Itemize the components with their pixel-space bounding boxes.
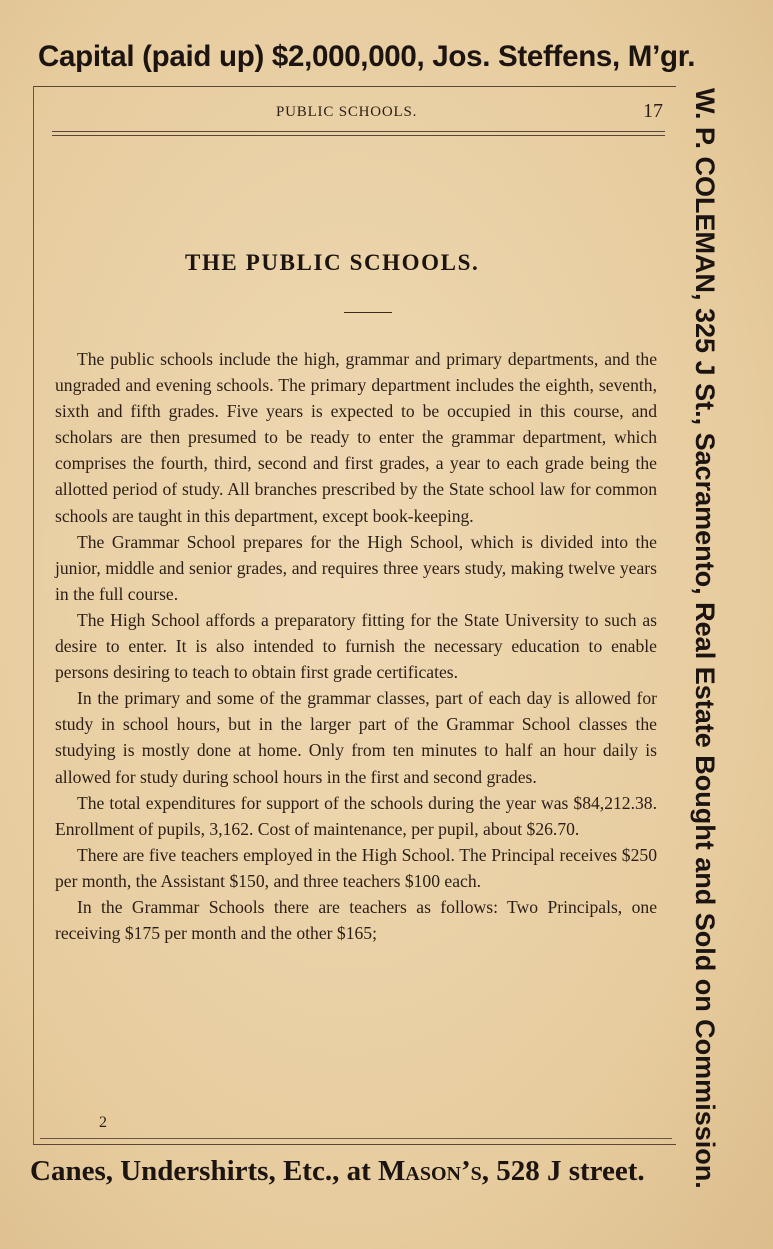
paragraph: In the primary and some of the grammar classes, part of each day is allowed for study in school hours, but in the larger part of the Grammar School classes the studying is mostly done at home. Only from ten minutes to half an hour daily is allowed for study during school hours in the first and second grades. (55, 688, 657, 787)
signature-mark: 2 (99, 1114, 107, 1131)
paragraph: The total expenditures for support of the schools during the year was $84,212.38. Enrollment of pupils, 3,162. Cost of maintenance, per pupil, about $26.70. (55, 792, 657, 839)
title-rule (344, 312, 392, 313)
side-advertisement: W. P. COLEMAN, 325 J St., Sacramento, Real Estate Bought and Sold on Commission. (690, 88, 720, 1189)
page-number: 17 (643, 100, 663, 122)
paragraph: The public schools include the high, grammar and primary departments, and the ungraded and evening schools. The primary department includes the eighth, seventh, sixth and fifth grades. Five years is expected to be occupied in this course, and scholars are then presumed to be ready to enter the grammar department, which comprises the fourth, third, second and first grades, a year to each grade being the allotted period of study. All branches prescribed by the State school law for common schools are taught in this department, except book-keeping. (55, 349, 657, 526)
body-text (55, 346, 657, 946)
bottom-ad-address: , 528 J street. (481, 1155, 645, 1187)
bottom-ad-merchant: Mason’s (378, 1155, 482, 1187)
paragraph: The High School affords a preparatory fitting for the State University to such as desire to enter. It is also intended to furnish the necessary education to enable persons desiring to teach to obtain first grade certificates. (55, 609, 657, 683)
running-head: PUBLIC SCHOOLS. (276, 104, 418, 120)
paragraph: In the Grammar Schools there are teachers as follows: Two Principals, one receiving $175 per month and the other $165; (55, 896, 657, 944)
paragraph: The Grammar School prepares for the High School, which is divided into the junior, middle and senior grades, and requires three years study, making twelve years in the full course. (55, 531, 657, 604)
frame-inner-rule (40, 1138, 672, 1139)
page-title: THE PUBLIC SCHOOLS. (185, 250, 480, 275)
paragraph: There are five teachers employed in the High School. The Principal receives $250 per month, the Assistant $150, and three teachers $100 each. (55, 844, 657, 891)
bottom-advertisement (30, 1155, 680, 1188)
bottom-ad-lead: Canes, Undershirts, Etc., at (30, 1155, 378, 1187)
top-advertisement: Capital (paid up) $2,000,000, Jos. Steffens, M’gr. (38, 40, 696, 73)
head-rule (52, 131, 665, 136)
